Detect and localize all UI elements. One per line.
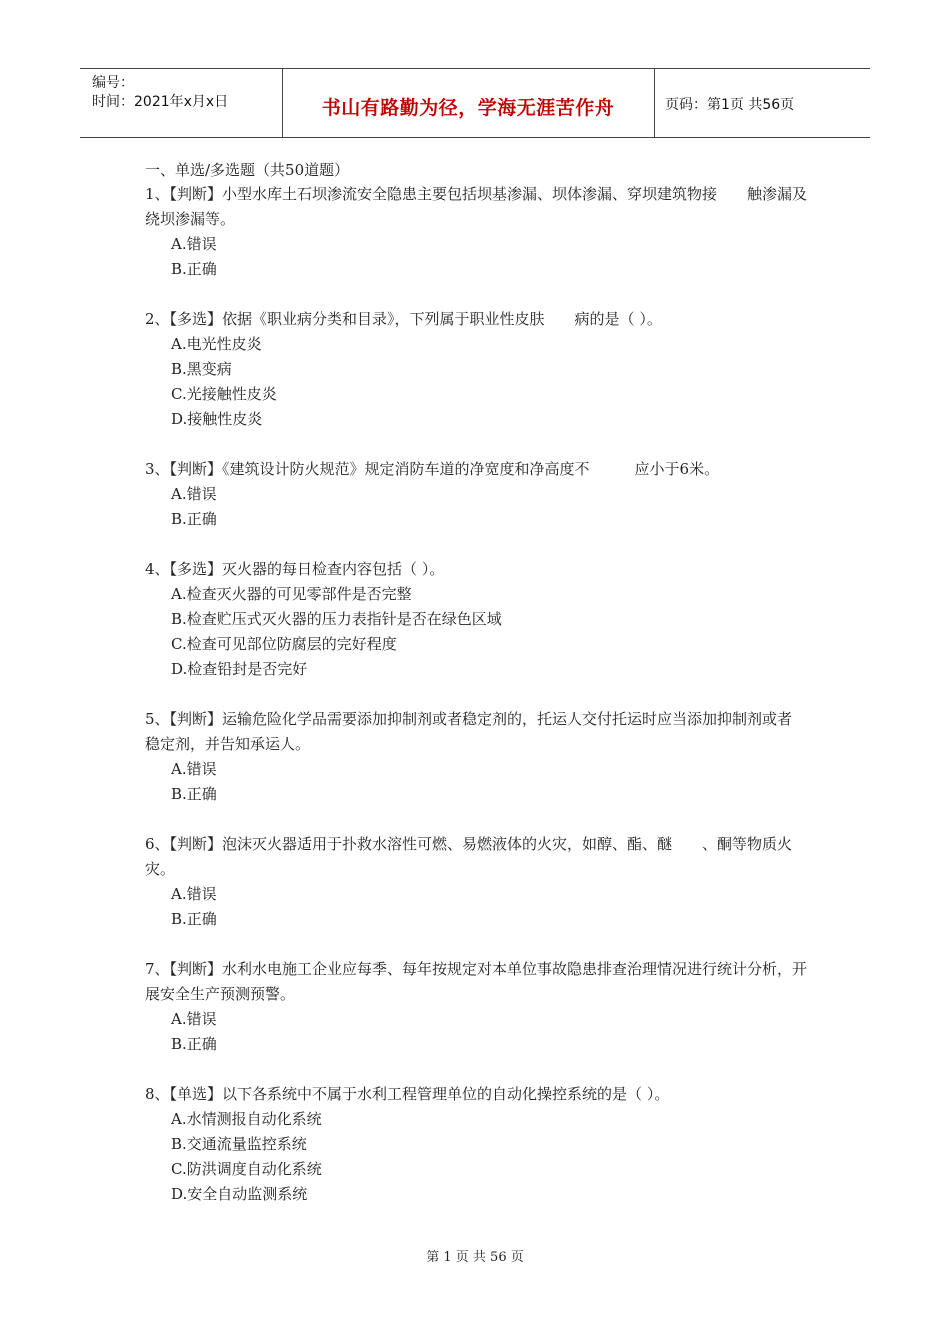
answer-option: D.检查铅封是否完好 (171, 660, 308, 678)
header-page-cell (655, 69, 870, 137)
header-info-cell (80, 69, 283, 137)
question-text: 2、【多选】依据《职业病分类和目录》，下列属于职业性皮肤 病的是（ ）。 (145, 310, 662, 328)
page-footer: 第 1 页 共 56 页 (426, 1250, 524, 1265)
answer-option: A.错误 (171, 760, 217, 778)
answer-option: C.光接触性皮炎 (171, 385, 277, 403)
answer-option: A.水情测报自动化系统 (171, 1110, 322, 1128)
answer-option: D.安全自动监测系统 (171, 1185, 308, 1203)
question-spacer (145, 932, 815, 957)
page-header (80, 68, 870, 138)
answer-option: B.黑变病 (171, 360, 232, 378)
question-spacer (145, 682, 815, 707)
answer-option: A.检查灭火器的可见零部件是否完整 (171, 585, 412, 603)
answer-option: B.正确 (171, 785, 217, 803)
answer-option: B.交通流量监控系统 (171, 1135, 307, 1153)
answer-option: B.正确 (171, 1035, 217, 1053)
answer-option: A.错误 (171, 885, 217, 903)
answer-option: B.正确 (171, 910, 217, 928)
question-item (145, 182, 815, 307)
motto: 书山有路勤为径，学海无涯苦作舟 (321, 97, 615, 119)
question-item (145, 957, 815, 1082)
question-item (145, 557, 815, 707)
document-number: 编号： (92, 75, 134, 91)
answer-option: C.检查可见部位防腐层的完好程度 (171, 635, 397, 653)
question-item (145, 707, 823, 832)
question-item (145, 457, 815, 557)
answer-option: B.正确 (171, 510, 217, 528)
question-text: 1、【判断】小型水库土石坝渗流安全隐患主要包括坝基渗漏、坝体渗漏、穿坝建筑物接 触渗漏及绕坝渗漏等。 (145, 185, 808, 228)
question-spacer (145, 1057, 815, 1082)
question-spacer (145, 282, 815, 307)
question-spacer (145, 532, 815, 557)
question-text: 5、【判断】运输危险化学品需要添加抑制剂或者稳定剂的，托运人交付托运时应当添加抑制剂或者 稳定剂，并告知承运人。 (145, 710, 823, 753)
question-text: 6、【判断】泡沫灭火器适用于扑救水溶性可燃、易燃液体的火灾，如醇、酯、醚 、酮等物质火灾。 (145, 835, 793, 878)
answer-option: C.防洪调度自动化系统 (171, 1160, 322, 1178)
question-text: 7、【判断】水利水电施工企业应每季、每年按规定对本单位事故隐患排查治理情况进行统计分析，开展安全生产预测预警。 (145, 960, 808, 1003)
answer-option: A.电光性皮炎 (171, 335, 262, 353)
question-list (145, 182, 823, 1207)
answer-option: B.正确 (171, 260, 217, 278)
header-motto-cell (282, 69, 655, 137)
answer-option: D.接触性皮炎 (171, 410, 263, 428)
question-text: 3、【判断】《建筑设计防火规范》规定消防车道的净宽度和净高度不 应小于6米。 (145, 460, 720, 478)
answer-option: A.错误 (171, 485, 217, 503)
question-text: 4、【多选】灭火器的每日检查内容包括（ ）。 (145, 560, 445, 578)
document-date: 时间：2021年x月x日 (92, 94, 229, 110)
question-spacer (145, 807, 815, 832)
question-text: 8、【单选】以下各系统中不属于水利工程管理单位的自动化操控系统的是（ ）。 (145, 1085, 670, 1103)
answer-option: B.检查贮压式灭火器的压力表指针是否在绿色区域 (171, 610, 502, 628)
question-spacer (145, 432, 815, 457)
section-title: 一、单选/多选题（共50道题） (145, 161, 350, 179)
document-body (145, 158, 823, 1207)
question-item (145, 307, 815, 457)
question-item (145, 832, 815, 957)
answer-option: A.错误 (171, 235, 217, 253)
page-info: 页码：第1页 共56页 (665, 97, 795, 113)
question-item (145, 1082, 815, 1207)
answer-option: A.错误 (171, 1010, 217, 1028)
